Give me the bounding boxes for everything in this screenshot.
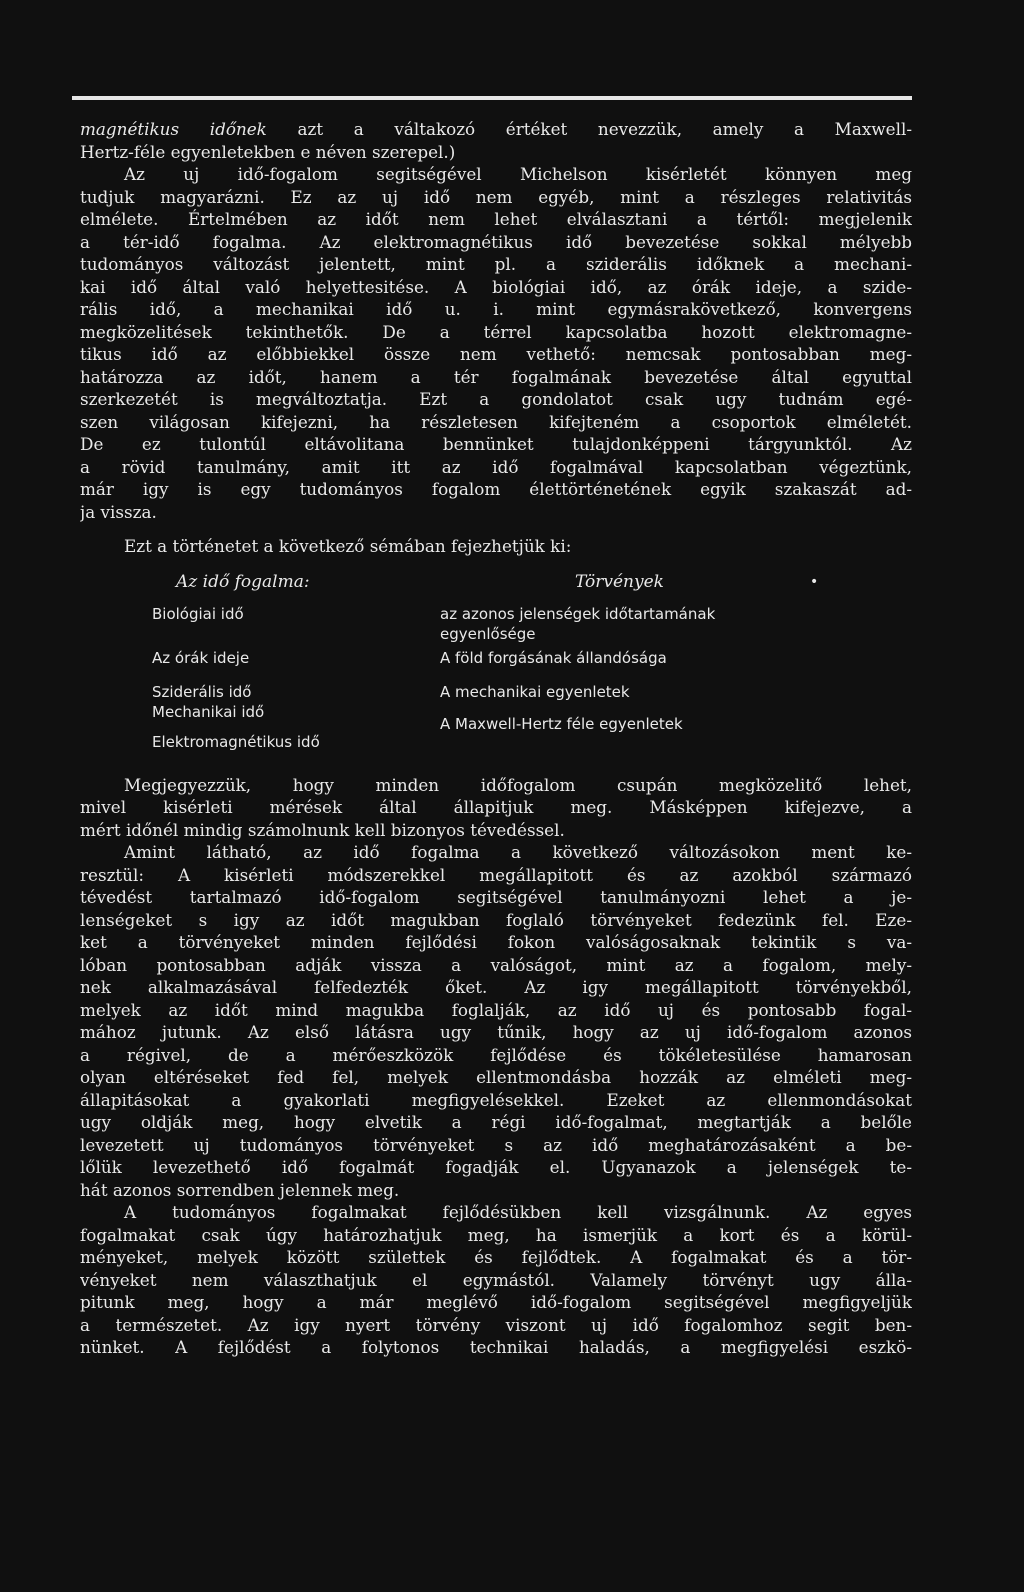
text-line: szerkezetét is megváltoztatja. Ezt a gondolatot csak ugy tudnám egé- xyxy=(80,389,912,409)
text-line: mivel kisérleti mérések által állapitjuk meg. Másképpen kifejezve, a xyxy=(80,797,912,817)
text-line: pitunk meg, hogy a már meglévő idő-fogalom segitségével megfigyeljük xyxy=(80,1292,912,1312)
text-line: rális idő, a mechanikai idő u. i. mint egymásrakövetkező, konvergens xyxy=(80,299,912,319)
schema-table xyxy=(80,572,912,752)
text-line: a természetet. Az igy nyert törvény viszont uj idő fogalomhoz segit ben- xyxy=(80,1314,912,1335)
text-line: melyek az időt mind magukba foglalják, az idő uj és pontosabb fogal- xyxy=(80,999,912,1020)
text-line: Ezt a történetet a következő sémában fejezhetjük ki: xyxy=(124,536,572,556)
text-line: Amint látható, az idő fogalma a következő változásokon ment ke- xyxy=(124,842,912,862)
text-line: a tér-idő fogalma. Az elektromagnétikus idő bevezetése sokkal mélyebb xyxy=(80,231,912,252)
text-line: mért időnél mindig számolnunk kell bizonyos tévedéssel. xyxy=(80,819,565,840)
text-line: lenségeket s igy az időt magukban foglaló törvényeket fedezünk fel. Eze- xyxy=(80,909,912,930)
text-line: elmélete. Értelmében az időt nem lehet elválasztani a tértől: megjelenik xyxy=(80,209,912,229)
text-line: megközelitések tekinthetők. De a térrel kapcsolatba hozott elektromagne- xyxy=(80,321,912,342)
text-line: Az uj idő-fogalom segitségével Michelson kisérletét könnyen meg xyxy=(124,164,912,184)
text-line: tudjuk magyarázni. Ez az uj idő nem egyéb, mint a részleges relativitás xyxy=(80,186,912,207)
table-cell: Biológiai idő xyxy=(152,604,244,623)
table-cell: Elektromagnétikus idő xyxy=(152,732,320,751)
text-line: vényeket nem választhatjuk el egymástól. Valamely törvényt ugy álla- xyxy=(80,1269,912,1290)
stray-mark: • xyxy=(810,573,819,590)
table-cell: Az órák ideje xyxy=(152,648,250,667)
text-line: ugy oldják meg, hogy elvetik a régi idő-fogalmat, megtartják a belőle xyxy=(80,1112,912,1132)
text-line: szen világosan kifejezni, ha részletesen kifejteném a csoportok elméletét. xyxy=(80,411,912,432)
text-line: már igy is egy tudományos fogalom élettörténetének egyik szakaszát ad- xyxy=(80,479,912,499)
text-line: lóban pontosabban adják vissza a valóságot, mint az a fogalom, mely- xyxy=(80,954,912,975)
text-line: nek alkalmazásával felfedezték őket. Az igy megállapitott törvényekből, xyxy=(80,977,912,997)
text-line: resztül: A kisérleti módszerekkel megállapitott és az azokból származó xyxy=(80,864,912,885)
table-cell: Mechanikai idő xyxy=(152,702,265,721)
table-cell: egyenlősége xyxy=(440,624,536,643)
text-line: a régivel, de a mérőeszközök fejlődése és tökéletesülése hamarosan xyxy=(80,1044,912,1065)
table-cell: Sziderális idő xyxy=(152,682,252,701)
text-line: ket a törvényeket minden fejlődési fokon valóságosaknak tekintik s va- xyxy=(80,932,912,952)
table-cell: A föld forgásának állandósága xyxy=(440,648,667,667)
text-line: Megjegyezzük, hogy minden időfogalom csupán megközelitő lehet, xyxy=(124,774,912,795)
paragraph-2 xyxy=(80,163,912,523)
text-line: a rövid tanulmány, amit itt az idő fogalmával kapcsolatban végeztünk, xyxy=(80,456,912,477)
text-line: levezetett uj tudományos törvényeket s az idő meghatározásaként a be- xyxy=(80,1134,912,1155)
table-cell: A mechanikai egyenletek xyxy=(440,682,630,701)
text-line: határozza az időt, hanem a tér fogalmának bevezetése által egyuttal xyxy=(80,366,912,387)
text-line: tudományos változást jelentett, mint pl. a sziderális időknek a mechani- xyxy=(80,254,912,274)
paragraph-6 xyxy=(80,1201,912,1359)
italic-term: magnétikus időnek xyxy=(80,119,267,139)
table-header-right: Törvények xyxy=(575,571,664,592)
line-rest: azt a váltakozó értéket nevezzük, amely a Maxwell- xyxy=(266,119,912,139)
text-line: mához jutunk. Az első látásra ugy tűnik, hogy az uj idő-fogalom azonos xyxy=(80,1022,912,1042)
table-cell: az azonos jelenségek időtartamának xyxy=(440,604,716,623)
paragraph-5 xyxy=(80,841,912,1201)
text-line: A tudományos fogalmakat fejlődésükben kell vizsgálnunk. Az egyes xyxy=(124,1202,912,1222)
text-line xyxy=(80,118,912,141)
text-line: fogalmakat csak úgy határozhatjuk meg, ha ismerjük a kort és a körül- xyxy=(80,1224,912,1245)
text-line: hát azonos sorrendben jelennek meg. xyxy=(80,1179,400,1200)
text-line: ja vissza. xyxy=(80,501,157,522)
text-line: állapitásokat a gyakorlati megfigyelésekkel. Ezeket az ellenmondásokat xyxy=(80,1089,912,1110)
paragraph-1 xyxy=(80,118,912,163)
table-cell: A Maxwell-Hertz féle egyenletek xyxy=(440,714,683,733)
text-line: Hertz-féle egyenletekben e néven szerepel.) xyxy=(80,141,456,162)
text-line: ményeket, melyek között születtek és fejlődtek. A fogalmakat és a tör- xyxy=(80,1247,912,1267)
text-line: nünket. A fejlődést a folytonos technikai haladás, a megfigyelési eszkö- xyxy=(80,1337,912,1357)
paragraph-4 xyxy=(80,774,912,842)
table-header-left: Az idő fogalma: xyxy=(176,571,310,592)
text-line: lőlük levezethető idő fogalmát fogadják el. Ugyanazok a jelenségek te- xyxy=(80,1157,912,1177)
text-line: kai idő által való helyettesitése. A biológiai idő, az órák ideje, a szide- xyxy=(80,276,912,297)
paragraph-3 xyxy=(80,535,912,558)
page-text xyxy=(80,118,912,1359)
text-line: tévedést tartalmazó idő-fogalom segitségével tanulmányozni lehet a je- xyxy=(80,887,912,907)
text-line: tikus idő az előbbiekkel össze nem vethető: nemcsak pontosabban meg- xyxy=(80,344,912,364)
text-line: De ez tulontúl eltávolitana bennünket tulajdonképpeni tárgyunktól. Az xyxy=(80,434,912,454)
top-rule xyxy=(72,96,912,100)
text-line: olyan eltéréseket fed fel, melyek ellentmondásba hozzák az elméleti meg- xyxy=(80,1067,912,1087)
